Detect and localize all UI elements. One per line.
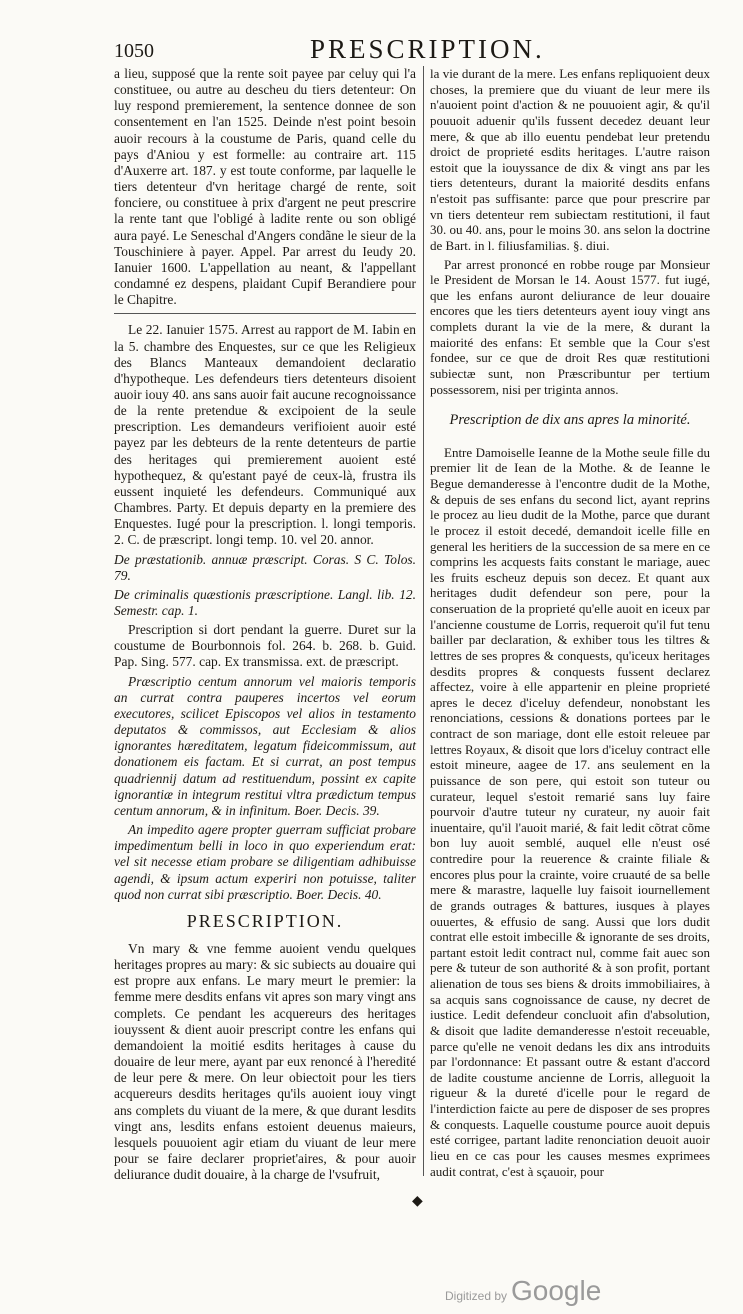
column-divider <box>423 66 424 1176</box>
page-number: 1050 <box>114 40 154 62</box>
digitized-label: Digitized by <box>445 1289 508 1303</box>
divider <box>114 313 416 314</box>
section-subheading: Prescription de dix ans apres la minorité. <box>449 412 691 429</box>
printer-mark-icon: ◆ <box>412 1193 423 1209</box>
paragraph: Vn mary & vne femme auoient vendu quelques heritages propres au mary: & sic subiects au douaire qui est propre aux enfans. Le mary meurt le premier: la femme mere desdits enfans vit apres son mary vingt ans complets. Ce pendant les acquereurs des heritages iouyssent & dient auoir prescript contre les enfans qui demandoient la moitié esdits heritages à cause du douaire de leur mere, ayant par eux renoncé à l'heredité de leur pere & mere. On leur obiectoit pour les tiers acquereurs desdits heritages qu'ils auoient iouy vingt ans complets du viuant de la mere, & que durant lesdits vingt ans, lesdits enfans estoient deuenus maieurs, lesquels pouuoient agir etiam du viuant de leur mere pour se faire declarer propriet'aires, & pour auoir deliurance dudit douaire, à la charge de l'vsufruit, <box>114 940 416 1183</box>
footer-watermark <box>445 1275 665 1309</box>
section-heading: PRESCRIPTION. <box>186 910 344 931</box>
paragraph: Prescription si dort pendant la guerre. Duret sur la coustume de Bourbonnois fol. 264. b. 268. b. Guid. Pap. Sing. 577. cap. Ex transmissa. ext. de præscript. <box>114 622 416 670</box>
paragraph: a lieu, supposé que la rente soit payee par celuy qui l'a constituee, ou autre au descheu du tiers detenteur: On luy respond premierement, la sentence donnee de son consentement en l'an 1525. Deinde n'est point besoin auoir recours à la coustume de Paris, quand celle du pays d'Aniou y est formelle: au contraire art. 115 d'Auxerre art. 187. y est toute conforme, par laquelle le tiers detenteur d'vn heritage chargé de rente, soit fonciere, ou constituee à prix d'argent ne peut prescrire la rente tant que l'obligé à ladite rente ou son obligé aura payé. Le Seneschal d'Angers condãne le sieur de la Touschiniere à payer. Appel. Par arrest du Ieudy 20. Ianuier 1600. L'appellation au neant, & l'appellant condamné ez despens, plaidant Cupif Berandiere pour le Chapitre. <box>114 66 416 308</box>
paragraph: Le 22. Ianuier 1575. Arrest au rapport de M. Iabin en la 5. chambre des Enquestes, sur ce que les Religieux des Blancs Manteaux demandoient declaratio d'hypotheque. Les defendeurs tiers detenteurs disoient auoir iouy 40. ans sans auoir fait aucune recognoissance de la rente pretendue & excipoient de la seule prescription. Les demandeurs verifioient auoir esté payez par les debteurs de la rente detenteurs de partie des heritages qui premierement auoient esté hypothequez, & qu'estant payé de ceux-là, frustra ils eussent inquieté les defendeurs. Communiqué aux Chambres. Party. Et depuis departy en la premiere des Enquestes. Iugé pour la prescription. l. longi temporis. 2. C. de præscript. longi temp. 10. vel 20. annor. <box>114 322 416 548</box>
page-header <box>110 34 740 66</box>
running-title: PRESCRIPTION. <box>310 34 545 64</box>
right-column <box>430 66 710 1182</box>
paragraph: la vie durant de la mere. Les enfans repliquoient deux choses, la premiere que du viuant de leur mere ils n'auoient point d'action & ne pouuoient agir, & qu'il pouuoit aduenir qu'ils fussent decedez deuant leur mere, & que ab illo euentu pendebat leur pretendu droict de proprieté esdits heritages. L'autre raison estoit que la iouyssance de dix & vingt ans par les tiers detenteurs, durant la maiorité desdits enfans n'estoit pas suffisante: parce que pour prescrire par vn tiers detenteur rem subiectam restitutioni, il faut 30. ou 40. ans, pour le moins 30. ans selon la doctrine de Bart. in l. filiusfamilias. §. diui. <box>430 66 710 253</box>
paragraph: Par arrest prononcé en robbe rouge par Monsieur le President de Morsan le 14. Aoust 1577. fut iugé, que les enfans auront deliurance de leur douaire encores que les tiers detenteurs ayent iouy vingt ans complets durant la vie de la mere, & durant la maiorité des enfans: Et semble que la Cour s'est fondee, sur ce que de droit Res quæ restitutioni subiectæ sunt, non Præscribuntur per tertium possessorem, nisi per triginta annos. <box>430 256 710 397</box>
google-logo: Google <box>511 1275 602 1306</box>
latin-paragraph: Præscriptio centum annorum vel maioris temporis an currat contra pauperes incertos vel eorum executores, scilicet Episcopos vel alios in testamento deputatos & commissos, aut Ecclesiam & alios ignorantes hæreditatem, legatum fideicommissum, aut donationem eis factam. Et si currat, an post tempus quadriennij datum ad restituendum, possint ex capite ignorantiæ in integrum restitui vltra prædictum tempus centum annorum, & in infinitum. Boer. Decis. 39. <box>114 673 416 818</box>
citation: De criminalis quæstionis præscriptione. Langl. lib. 12. Semestr. cap. 1. <box>114 586 416 618</box>
citation: De præstationib. annuæ præscript. Coras. S C. Tolos. 79. <box>114 551 416 583</box>
latin-paragraph: An impedito agere propter guerram sufficiat probare impedimentum belli in loco in quo experiendum erat: vel sit necesse etiam probare se diligentiam adhibuisse agendi, & ipsum actum experiri non potuisse, taliter quod non currat sibi præscriptio. Boer. Decis. 40. <box>114 822 416 902</box>
paragraph: Entre Damoiselle Ieanne de la Mothe seule fille du premier lit de Iean de la Mothe. & de Ieanne le Begue demanderesse à l'encontre dudit de la Mothe, & depuis de ses enfans du second lict, ayant reprins le procez au lieu dudit de la Mothe, parce que durant le procez il estoit decedé, demandoit icelle fille en general les heritiers de la succession de sa mere en ce comprins les acquests faits constant le mariage, auec les fruits escheuz depuis son decez. Et quant aux heritages dudit defendeur son pere, pour la conseruation de la proprieté qu'elle auoit en iceux par l'ancienne coustume de Lorris, requeroit qu'il fut tenu bailler par declaration, & exhiber tous les tiltres & lettres de ses propres & conquests, qu'iceux heritages desdits propres & conquests fussent declarez affectez, voire à elle appartenir en pleine proprieté apres le decez d'iceluy defendeur, nonobstant les renonciations, cessions & donations portees par le contract de son mariage, dont elle estoit releuee par lettres Royaux, & disoit que lors d'iceluy contract elle estoit mineure, aagee de 17. ans seulement en la puissance de son pere, qui estoit son tuteur ou curateur, lequel s'estoit remarié sans luy faire pourvoir d'autre tuteur ny curateur, ny auoir fait inuentaire, qu'il l'auoit marié, & fait ledit cõtrat cõme bon luy auoit semblé, auquel elle n'eust osé contredire pour la reuerence & crainte filiale & encores plus pour la crainte, voire cruauté de sa belle mere & marastre, laquelle luy faisoit iournellement de grands outrages & battures, iusques à playes ouuertes, & effusio de sang. Aussi que lors dudit contrat elle estoit imbecille & ignorante de ses droits, partant estoit ledit contract nul, comme fait auec son pere & tuteur de son authorité & à son profit, portant alienation de tous ses biens & droits immobiliaires, à sa acquis sans cognoissance de cause, ny decret de iustice. Ledit defendeur concluoit afin d'absolution, & disoit que ladite demanderesse n'estoit receuable, parce qu'elle ne venoit dedans les dix ans introduits par l'ordonnance: Et passant outre & estant d'accord de ladite coustume ancienne de Lorris, alleguoit la rigueur & la dureté d'icelle pour le regard de l'interdiction faicte au pere de disposer de ses propres & conquests. Laquelle coustume pource auoit depuis esté corrigee, partant ladite renonciation deuoit auoir lieu en ce cas pour les causes mesmes exprimees audit contrat, c'est à sçauoir, pour <box>430 444 710 1179</box>
left-column <box>114 66 416 1186</box>
